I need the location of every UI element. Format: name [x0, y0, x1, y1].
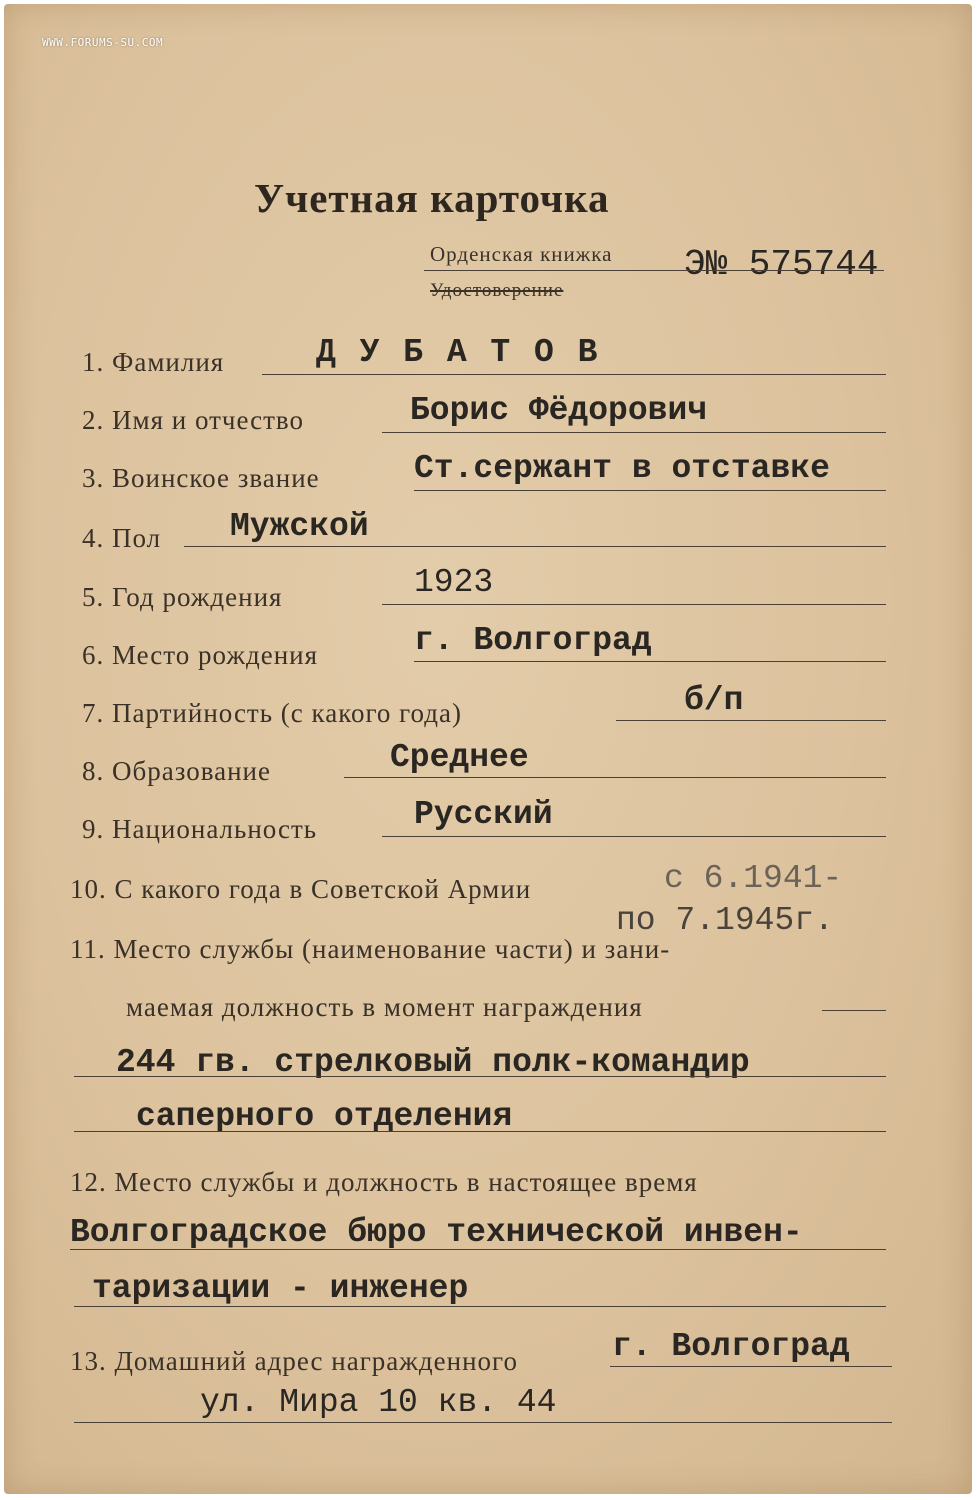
rank-rule — [414, 490, 886, 491]
sex-value: Мужской — [230, 508, 369, 545]
birth-place-rule — [414, 661, 886, 662]
service-now-rule-2 — [74, 1306, 886, 1307]
service-at-award-value-1: 244 гв. стрелковый полк-командир — [116, 1044, 750, 1081]
rank-value: Ст.сержант в отставке — [414, 450, 830, 487]
card-title: Учетная карточка — [254, 175, 610, 221]
nationality-label: 9. Национальность — [82, 814, 318, 844]
order-book-label: Орденская книжка — [430, 242, 613, 266]
army-since-value-2: по 7.1945г. — [616, 902, 834, 939]
name-rule — [382, 432, 886, 433]
certificate-label: Удостоверение — [430, 280, 564, 301]
service-at-award-value-2: саперного отделения — [136, 1098, 513, 1135]
sex-label: 4. Пол — [82, 523, 162, 553]
service-now-value-2: таризации - инженер — [92, 1270, 469, 1307]
birth-year-label: 5. Год рождения — [82, 582, 283, 612]
address-value-1: г. Волгоград — [612, 1328, 850, 1365]
award-record-card — [4, 4, 972, 1494]
address-value-2: ул. Мира 10 кв. 44 — [200, 1384, 557, 1421]
order-book-number: Э№ 575744 — [684, 244, 879, 285]
header-rule — [424, 270, 884, 271]
sex-rule — [184, 546, 886, 547]
party-label: 7. Партийность (с какого года) — [82, 698, 462, 728]
service-now-label: 12. Место службы и должность в настоящее время — [70, 1167, 698, 1197]
service-at-award-rule-1 — [822, 1010, 886, 1011]
army-since-label: 10. С какого года в Советской Армии — [70, 874, 532, 904]
education-label: 8. Образование — [82, 756, 271, 786]
address-rule-2 — [74, 1422, 892, 1423]
army-since-value-1: с 6.1941- — [664, 860, 843, 897]
education-rule — [344, 777, 886, 778]
service-at-award-rule-3 — [74, 1131, 886, 1132]
birth-place-value: г. Волгоград — [414, 622, 652, 659]
service-now-rule-1 — [70, 1249, 886, 1250]
birth-year-rule — [382, 604, 886, 605]
nationality-rule — [382, 836, 886, 837]
education-value: Среднее — [390, 739, 529, 776]
service-at-award-label-2: маемая должность в момент награждения — [126, 992, 643, 1022]
service-at-award-rule-2 — [74, 1076, 886, 1077]
name-label: 2. Имя и отчество — [82, 405, 304, 435]
party-rule — [616, 720, 886, 721]
address-label: 13. Домашний адрес награжденного — [70, 1346, 518, 1376]
service-at-award-label-1: 11. Место службы (наименование части) и зани- — [70, 934, 671, 964]
surname-value: Д У Б А Т О В — [316, 334, 600, 371]
birth-place-label: 6. Место рождения — [82, 640, 319, 670]
surname-rule — [262, 374, 886, 375]
nationality-value: Русский — [414, 796, 553, 833]
party-value: б/п — [684, 682, 744, 719]
service-now-value-1: Волгоградское бюро технической инвен- — [70, 1214, 803, 1251]
watermark-text: WWW.FORUMS-SU.COM — [42, 36, 164, 49]
rank-label: 3. Воинское звание — [82, 463, 320, 493]
address-rule-1 — [610, 1366, 892, 1367]
name-value: Борис Фёдорович — [410, 392, 708, 429]
surname-label: 1. Фамилия — [82, 347, 225, 377]
birth-year-value: 1923 — [414, 564, 494, 601]
